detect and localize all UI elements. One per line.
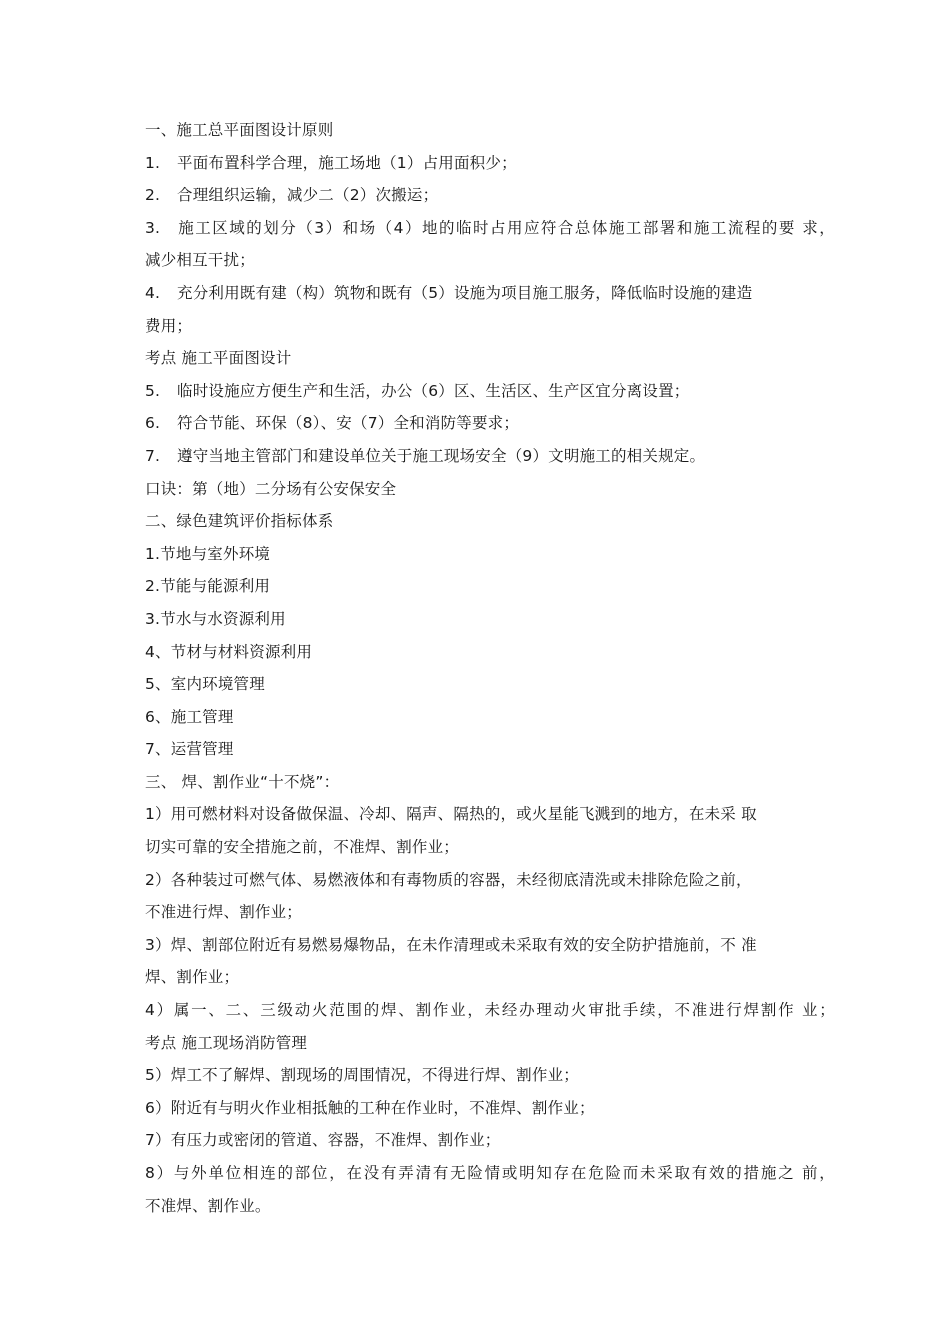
line-text: 3.节水与水资源利用 xyxy=(145,609,286,628)
line-text: 临时设施应方便生产和生活，办公（6）区、生活区、生产区宜分离设置； xyxy=(177,381,690,400)
line-number: 4. xyxy=(145,283,161,302)
line-number: 5. xyxy=(145,381,161,400)
line-text: 充分利用既有建（构）筑物和既有（5）设施为项目施工服务，降低临时设施的建造 xyxy=(177,283,753,302)
text-line xyxy=(145,636,835,669)
line-text: 不准焊、割作业。 xyxy=(145,1196,271,1215)
line-text: 2.节能与能源利用 xyxy=(145,577,271,596)
text-line xyxy=(145,473,835,506)
line-text: 切实可靠的安全措施之前，不准焊、割作业； xyxy=(145,838,460,857)
line-text: 3）焊、割部位附近有易燃易爆物品，在未作清理或未采取有效的安全防护措施前，不 准 xyxy=(145,935,757,954)
line-number: 6. xyxy=(145,414,161,433)
text-line xyxy=(145,701,835,734)
text-line xyxy=(145,407,835,440)
text-line xyxy=(145,961,835,994)
line-text: 遵守当地主管部门和建设单位关于施工现场安全（9）文明施工的相关规定。 xyxy=(177,446,706,465)
text-line xyxy=(145,375,835,408)
text-line xyxy=(145,310,835,343)
line-text: 6、施工管理 xyxy=(145,707,234,726)
text-line xyxy=(145,440,835,473)
text-line xyxy=(145,277,835,310)
line-text: 焊、割作业； xyxy=(145,968,240,987)
line-text: 5）焊工不了解焊、割现场的周围情况，不得进行焊、割作业； xyxy=(145,1066,579,1085)
text-line xyxy=(145,570,835,603)
text-line xyxy=(145,766,835,799)
line-text: 一、施工总平面图设计原则 xyxy=(145,121,334,139)
line-text: 5、室内环境管理 xyxy=(145,675,265,694)
text-line xyxy=(145,1059,835,1092)
line-text: 二、绿色建筑评价指标体系 xyxy=(145,512,334,531)
line-text: 1）用可燃材料对设备做保温、冷却、隔声、隔热的，或火星能飞溅到的地方，在未采 取 xyxy=(145,805,757,824)
line-text: 4、节材与材料资源利用 xyxy=(145,642,313,661)
line-text: 4）属一、二、三级动火范围的焊、割作业，未经办理动火审批手续，不准进行焊割作 业； xyxy=(145,1001,835,1020)
text-line xyxy=(145,1190,835,1223)
text-line xyxy=(145,1092,835,1125)
line-number: 3. xyxy=(145,218,161,237)
document-body xyxy=(145,114,835,1222)
line-text: 减少相互干扰； xyxy=(145,251,255,270)
line-text: 口诀：第（地）二分场有公安保安全 xyxy=(145,479,397,498)
text-line xyxy=(145,994,835,1027)
text-line xyxy=(145,864,835,897)
line-text: 8）与外单位相连的部位，在没有弄清有无险情或明知存在危险而未采取有效的措施之 前， xyxy=(145,1164,835,1182)
text-line xyxy=(145,603,835,636)
line-text: 合理组织运输，减少二（2）次搬运； xyxy=(177,186,439,205)
line-text: 考点 施工现场消防管理 xyxy=(145,1033,308,1052)
line-text: 三、 焊、割作业“十不烧”： xyxy=(145,772,340,791)
text-line xyxy=(145,798,835,831)
text-line xyxy=(145,244,835,277)
line-text: 考点 施工平面图设计 xyxy=(145,349,292,368)
text-line xyxy=(145,179,835,212)
text-line xyxy=(145,733,835,766)
line-text: 6）附近有与明火作业相抵触的工种在作业时，不准焊、割作业； xyxy=(145,1098,595,1117)
text-line xyxy=(145,505,835,538)
text-line xyxy=(145,147,835,180)
line-number: 1. xyxy=(145,153,161,172)
line-number: 7. xyxy=(145,446,161,465)
text-line xyxy=(145,538,835,571)
text-line xyxy=(145,831,835,864)
text-line xyxy=(145,668,835,701)
line-text: 费用； xyxy=(145,316,193,335)
line-text: 平面布置科学合理，施工场地（1）占用面积少； xyxy=(177,153,517,172)
text-line xyxy=(145,1027,835,1060)
text-line xyxy=(145,114,835,147)
line-text: 不准进行焊、割作业； xyxy=(145,903,303,922)
text-line xyxy=(145,1157,835,1190)
line-number: 2. xyxy=(145,186,161,205)
text-line xyxy=(145,342,835,375)
line-text: 7、运营管理 xyxy=(145,740,234,759)
text-line xyxy=(145,929,835,962)
line-text: 1.节地与室外环境 xyxy=(145,544,271,563)
line-text: 2）各种装过可燃气体、易燃液体和有毒物质的容器，未经彻底清洗或未排除危险之前， xyxy=(145,870,752,889)
line-text: 7）有压力或密闭的管道、容器，不准焊、割作业； xyxy=(145,1131,501,1150)
text-line xyxy=(145,1124,835,1157)
text-line xyxy=(145,212,835,245)
text-line xyxy=(145,896,835,929)
line-text: 施工区域的划分（3）和场（4）地的临时占用应符合总体施工部署和施工流程的要 求， xyxy=(177,218,835,237)
line-text: 符合节能、环保（8）、安（7）全和消防等要求； xyxy=(177,414,520,433)
